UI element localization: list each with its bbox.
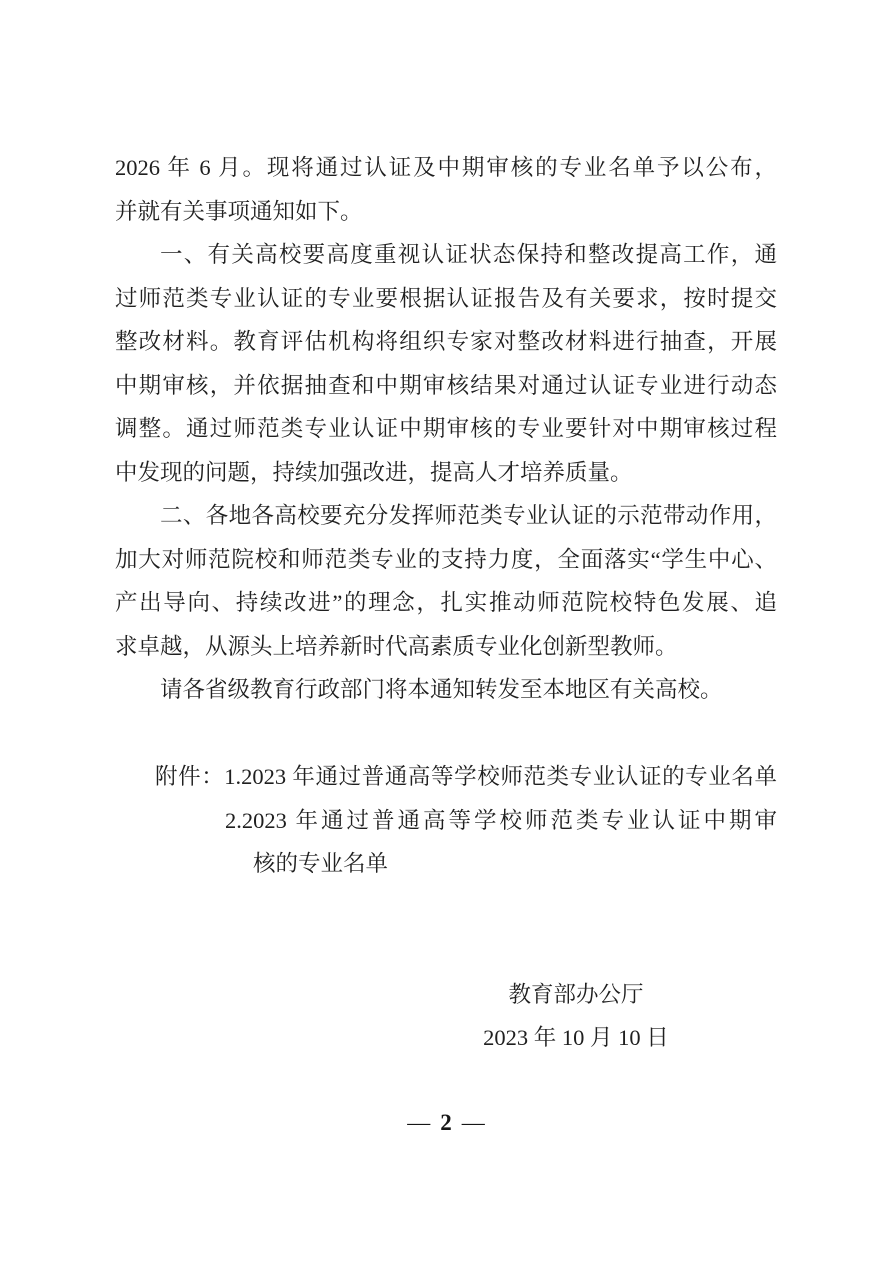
- body-line: 2026 年 6 月。现将通过认证及中期审核的专业名单予以公布，: [115, 155, 777, 180]
- body-line: 产出导向、持续改进”的理念，扎实推动师范院校特色发展、追: [115, 590, 777, 615]
- signature-block: [375, 973, 777, 1060]
- page-number: 2: [440, 1110, 452, 1135]
- attachment-line: 附件：1.2023 年通过普通高等学校师范类专业认证的专业名单: [155, 764, 777, 789]
- signer-office: 教育部办公厅: [508, 981, 644, 1007]
- page-footer: [0, 1103, 892, 1143]
- footer-right-dash: —: [461, 1110, 485, 1135]
- footer-left-dash: —: [407, 1110, 431, 1135]
- body-line: 请各省级教育行政部门将本通知转发至本地区有关高校。: [160, 677, 723, 702]
- body-line: 一、有关高校要高度重视认证状态保持和整改提高工作，通: [160, 242, 777, 267]
- body-line: 二、各地各高校要充分发挥师范类专业认证的示范带动作用，: [160, 503, 777, 528]
- body-line: 整改材料。教育评估机构将组织专家对整改材料进行抽查，开展: [115, 329, 777, 354]
- body-line: 调整。通过师范类专业认证中期审核的专业要针对中期审核过程: [115, 416, 777, 441]
- body-text: [115, 146, 777, 1060]
- body-line: 求卓越，从源头上培养新时代高素质专业化创新型教师。: [115, 633, 678, 659]
- body-line: 中发现的问题，持续加强改进，提高人才培养质量。: [115, 459, 633, 485]
- body-line: 加大对师范院校和师范类专业的支持力度，全面落实“学生中心、: [115, 546, 777, 572]
- attachment-list: [115, 755, 777, 886]
- body-line: 并就有关事项通知如下。: [115, 198, 363, 224]
- signature-date: 2023 年 10 月 10 日: [483, 1025, 669, 1050]
- attachment-line: 核的专业名单: [253, 851, 389, 876]
- body-line: 中期审核，并依据抽查和中期审核结果对通过认证专业进行动态: [115, 372, 777, 398]
- body-line: 过师范类专业认证的专业要根据认证报告及有关要求，按时提交: [115, 285, 777, 311]
- attachment-line: 2.2023 年通过普通高等学校师范类专业认证中期审: [225, 807, 777, 833]
